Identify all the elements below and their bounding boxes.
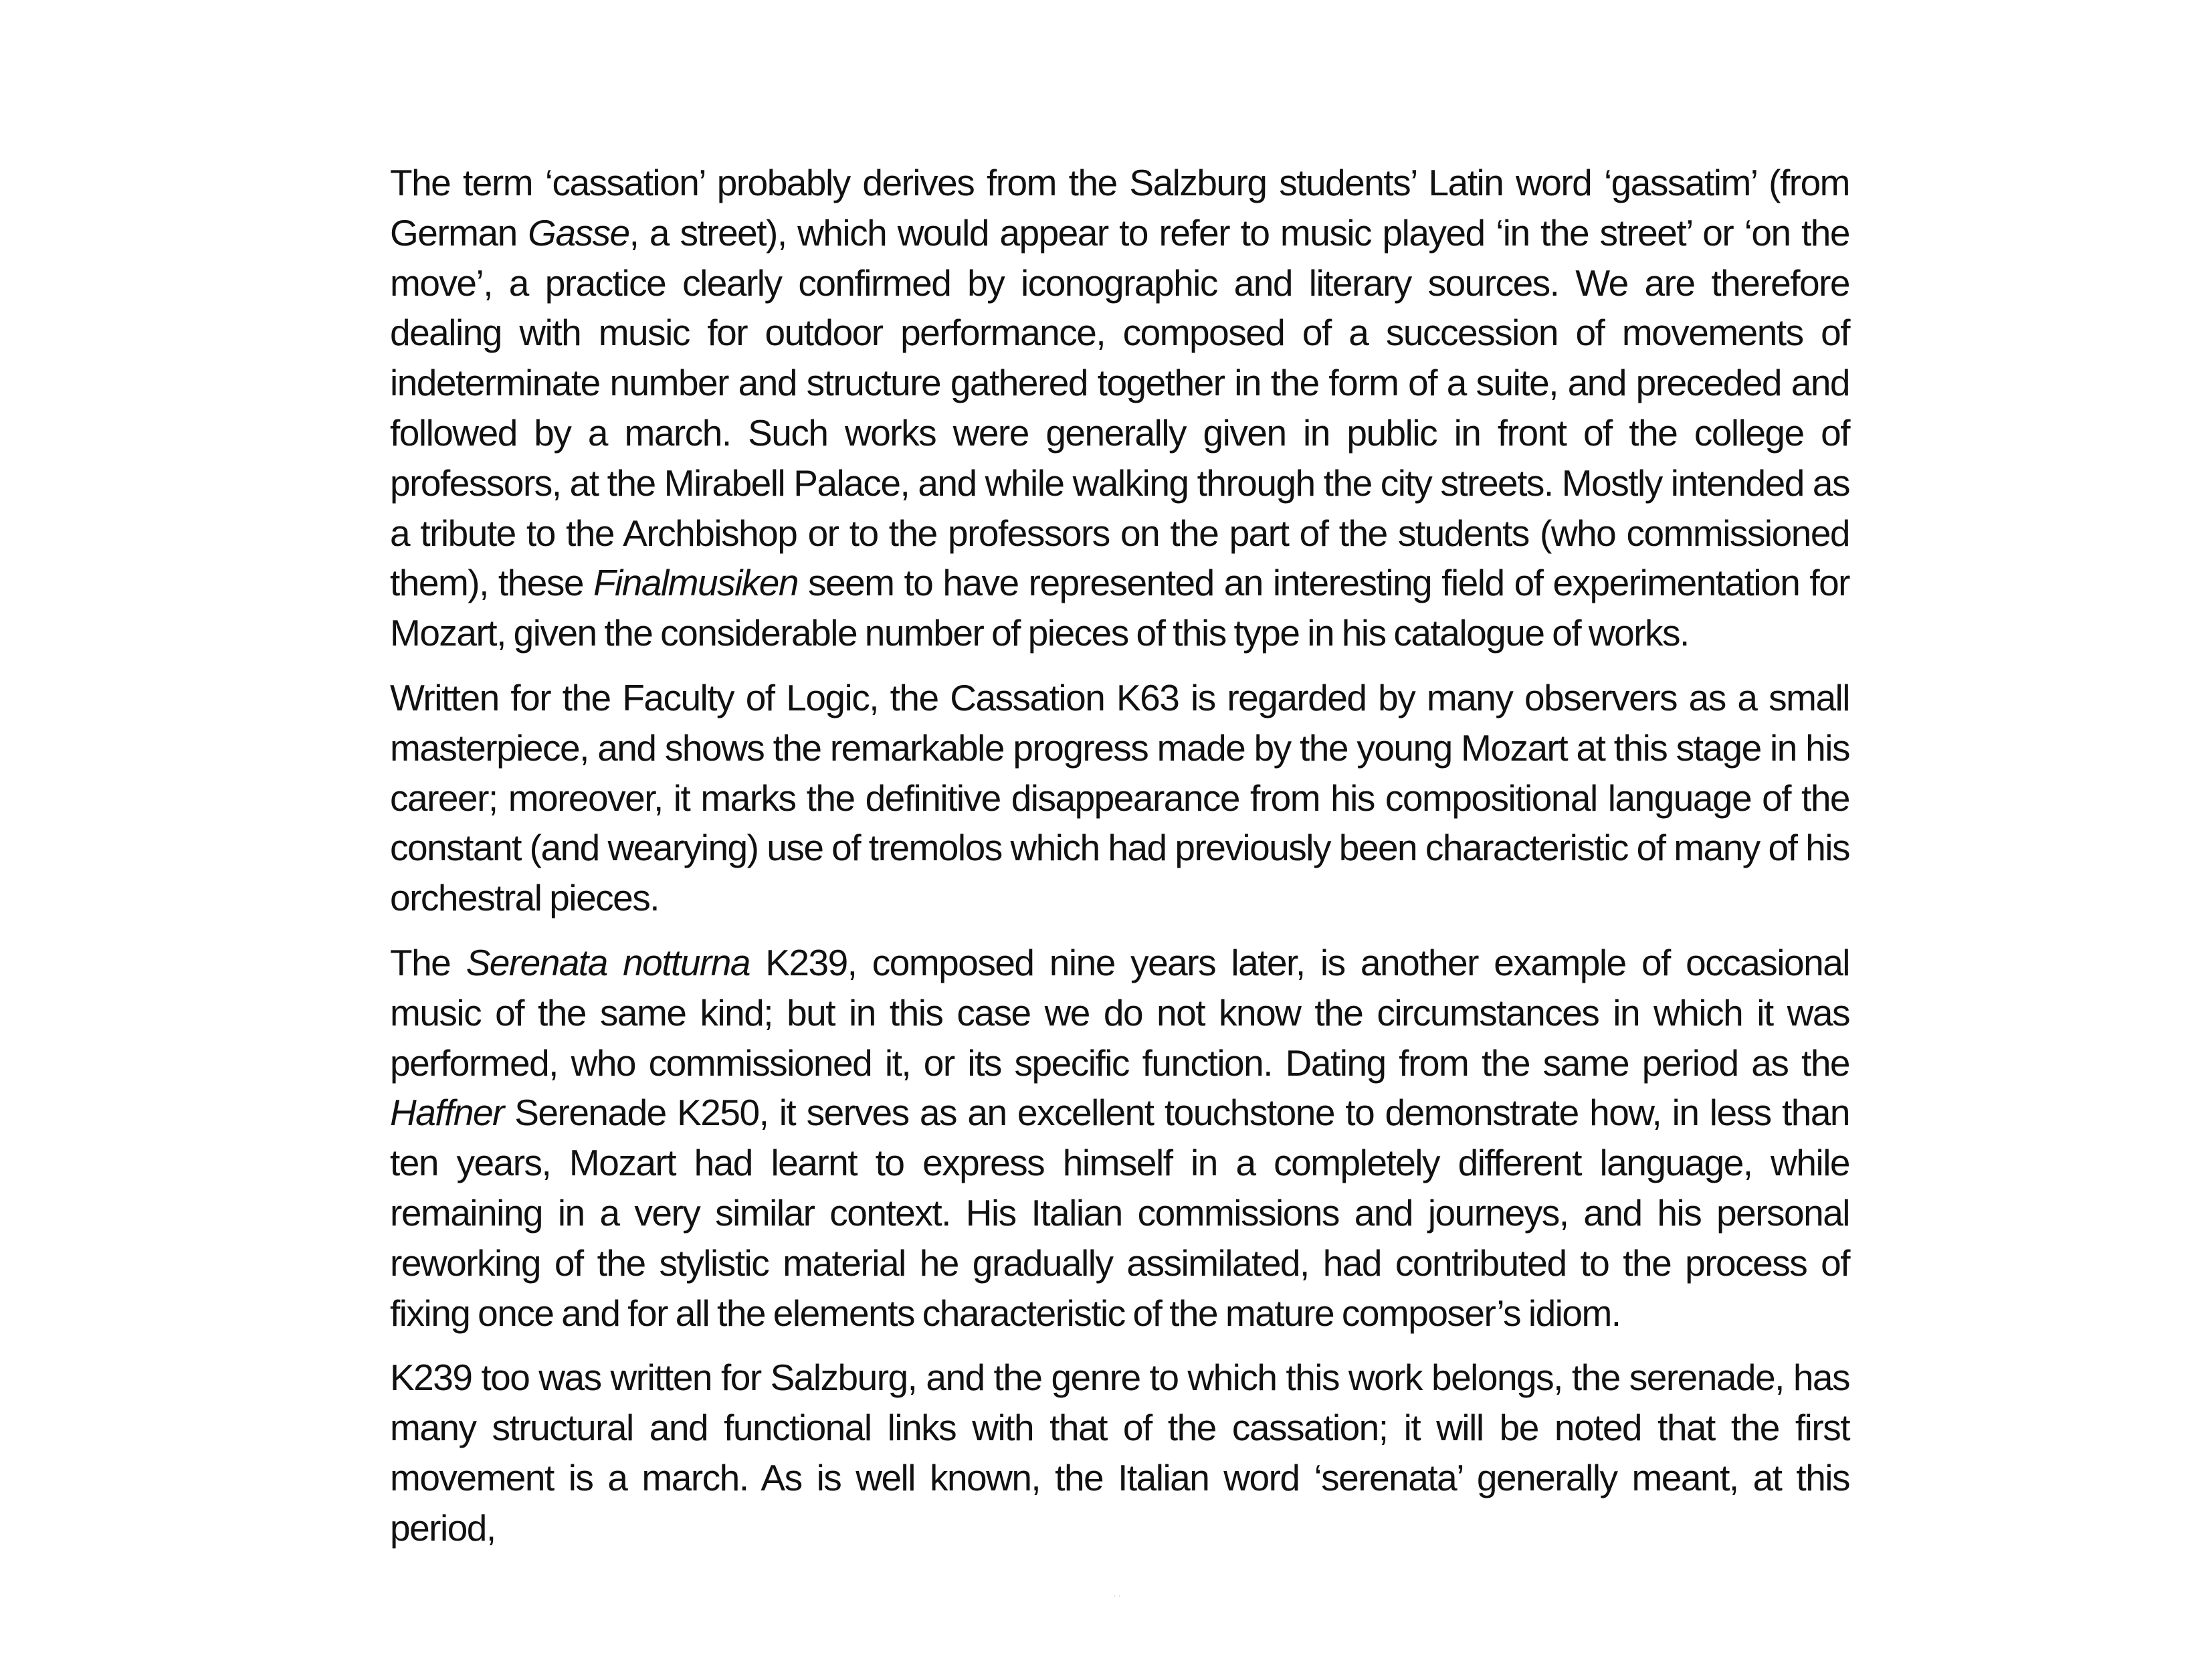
italic-term: Finalmusiken [593, 562, 798, 604]
body-text [390, 158, 1849, 1568]
text-run: seem to have represented an interesting field of experimentation for Mozart, given the considerable number of pieces of this type in his catalogue of works. [390, 562, 1849, 654]
text-run: Serenade K250, it serves as an excellent touchstone to demonstrate how, in less than ten years, Mozart had learnt to express himself in a completely different language, while remaining in a very similar context. His Italian commissions and journeys, and his personal reworking of the stylistic material he gradually assimilated, had contributed to the process of fixing once and for all the elements characteristic of the mature composer’s idiom. [390, 1092, 1849, 1334]
page-number: · · [1113, 1591, 1121, 1600]
text-run: The term ‘cassation’ probably derives from the Salzburg students’ Latin word ‘gassatim’ (from German [390, 162, 1849, 254]
paragraph-3 [390, 938, 1849, 1338]
paragraph-1 [390, 158, 1849, 658]
italic-term: Gasse [528, 211, 629, 254]
text-run: Written for the Faculty of Logic, the Cassation K63 is regarded by many observers as a small masterpiece, and shows the remarkable progress made by the young Mozart at this stage in his career; moreover, it marks the definitive disappearance from his compositional language of the constant (and wearying) use of tremolos which had previously been characteristic of many of his orchestral pieces. [390, 676, 1849, 919]
italic-term: Haffner [390, 1092, 504, 1134]
text-run: K239 too was written for Salzburg, and the genre to which this work belongs, the serenade, has many structural and functional links with that of the cassation; it will be noted that the first movement is a march. As is well known, the Italian word ‘serenata’ generally meant, at this period, [390, 1357, 1849, 1549]
paragraph-2 [390, 673, 1849, 923]
text-run: K239, composed nine years later, is another example of occasional music of the same kind; but in this case we do not know the circumstances in which it was performed, who commissioned it, or its specific function. Dating from the same period as the [390, 941, 1849, 1084]
text-run: The [390, 941, 466, 983]
italic-term: Serenata notturna [466, 941, 750, 983]
text-run: , a street), which would appear to refer to music played ‘in the street’ or ‘on the move’, a practice clearly confirmed by iconographic and literary sources. We are therefore dealing with music for outdoor performance, composed of a succession of movements of indeterminate number and structure gathered together in the form of a suite, and preceded and followed by a march. Such works were generally given in public in front of the college of professors, at the Mirabell Palace, and while walking through the city streets. Mostly intended as a tribute to the Archbishop or to the professors on the part of the students (who commissioned them), these [390, 211, 1849, 604]
paragraph-4 [390, 1353, 1849, 1553]
